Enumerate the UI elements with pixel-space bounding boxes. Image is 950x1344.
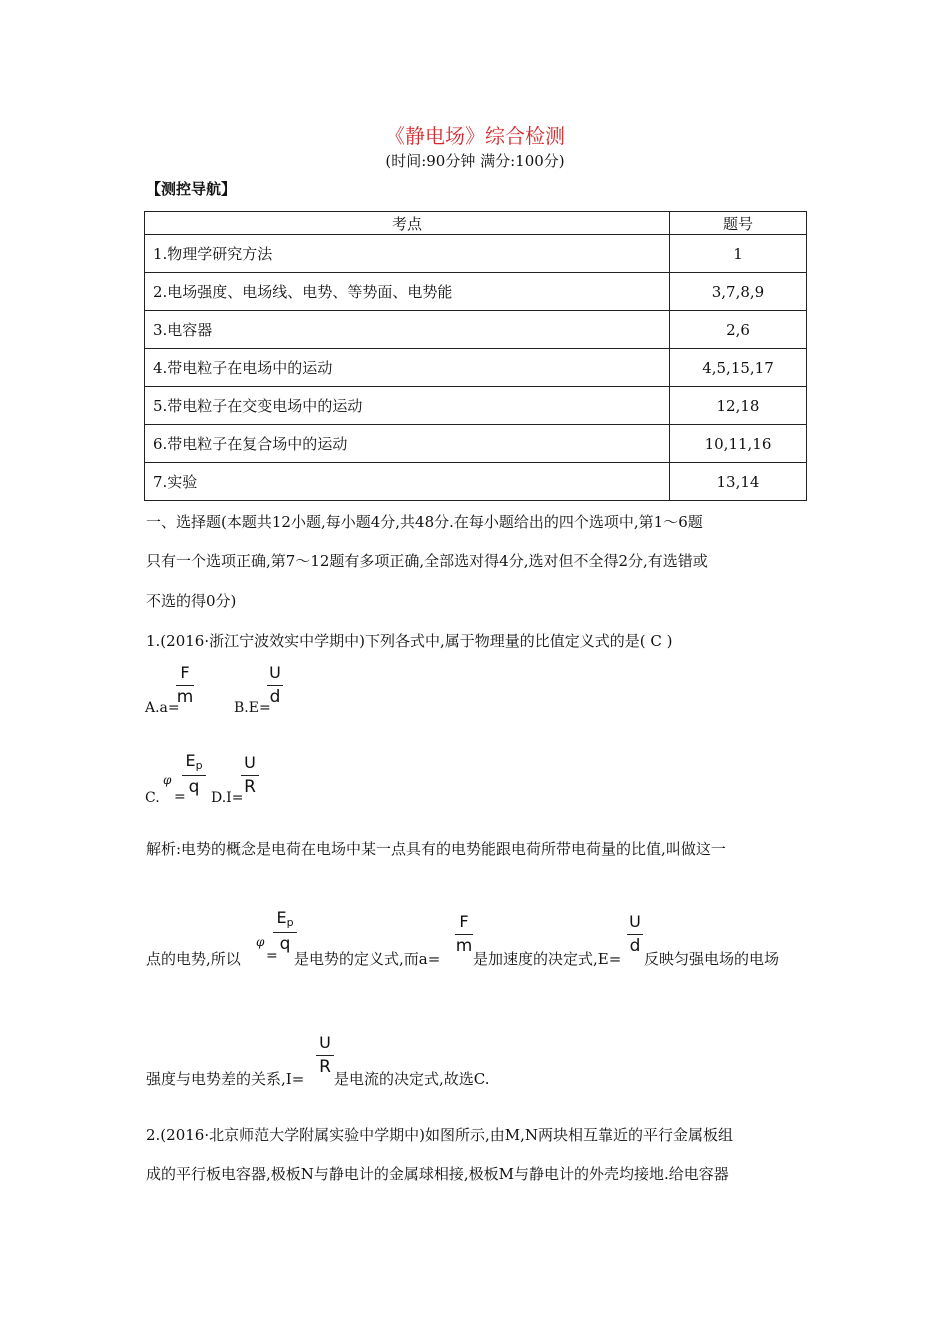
denominator-m: m — [455, 936, 473, 956]
topic-cell: 5.带电粒子在交变电场中的运动 — [145, 387, 670, 425]
numerator-ep: $E_p$ — [273, 908, 297, 933]
numerator-u: U — [267, 663, 283, 686]
table-row — [145, 349, 807, 387]
number-cell: 4,5,15,17 — [670, 349, 807, 387]
phi-symbol: φ — [163, 773, 172, 787]
fraction-f-over-m — [455, 912, 473, 956]
analysis-line2-part1: 点的电势,所以 — [146, 950, 241, 968]
fraction-u-over-d — [627, 912, 643, 956]
analysis-line3-part1: 强度与电势差的关系,I= — [146, 1070, 305, 1088]
fraction-u-over-d — [267, 663, 283, 707]
option-a-label: A.a= — [145, 700, 180, 716]
question2-line1: 2.(2016·北京师范大学附属实验中学期中)如图所示,由M,N两块相互靠近的平行金属板组 — [146, 1126, 733, 1144]
option-d-label: D.I= — [211, 790, 244, 806]
topic-cell: 6.带电粒子在复合场中的运动 — [145, 425, 670, 463]
header-question-number: 题号 — [670, 212, 807, 235]
number-cell: 3,7,8,9 — [670, 273, 807, 311]
number-cell: 1 — [670, 235, 807, 273]
fraction-ep-over-q — [182, 751, 206, 797]
fraction-u-over-r — [241, 753, 259, 797]
topic-table — [144, 211, 807, 501]
page-title: 《静电场》综合检测 — [385, 124, 565, 148]
numerator-f: F — [455, 912, 473, 935]
denominator-d: d — [269, 687, 281, 707]
analysis-line2-part4: 反映匀强电场的电场 — [644, 950, 780, 968]
analysis-line2-part3: 是加速度的决定式,E= — [473, 950, 622, 968]
question1-stem: 1.(2016·浙江宁波效实中学期中)下列各式中,属于物理量的比值定义式的是( C ) — [146, 632, 673, 650]
numerator-ep: $E_p$ — [182, 751, 206, 776]
table-row — [145, 425, 807, 463]
phi-symbol: φ — [256, 935, 265, 949]
number-cell: 13,14 — [670, 463, 807, 501]
numerator-u: U — [316, 1033, 334, 1056]
table-row — [145, 387, 807, 425]
numerator-u: U — [627, 912, 643, 935]
numerator-f: F — [176, 663, 194, 686]
section1-line2: 只有一个选项正确,第7～12题有多项正确,全部选对得4分,选对但不全得2分,有选错或 — [146, 552, 708, 570]
fraction-f-over-m — [176, 663, 194, 707]
equals-sign: = — [266, 948, 278, 964]
numerator-u: U — [241, 753, 259, 776]
table-row — [145, 235, 807, 273]
topic-cell: 4.带电粒子在电场中的运动 — [145, 349, 670, 387]
equals-sign: = — [174, 789, 186, 805]
analysis-line3-part2: 是电流的决定式,故选C. — [334, 1070, 490, 1088]
number-cell: 12,18 — [670, 387, 807, 425]
denominator-q: q — [188, 777, 200, 797]
topic-cell: 3.电容器 — [145, 311, 670, 349]
analysis-line2-part2: 是电势的定义式,而a= — [294, 950, 441, 968]
section1-line3: 不选的得0分) — [146, 592, 237, 610]
option-c-label: C. — [145, 790, 160, 806]
number-cell: 10,11,16 — [670, 425, 807, 463]
question2-line2: 成的平行板电容器,极板N与静电计的金属球相接,极板M与静电计的外壳均接地.给电容器 — [146, 1165, 729, 1183]
number-cell: 2,6 — [670, 311, 807, 349]
table-header-row — [145, 212, 807, 235]
option-b-label: B.E= — [234, 700, 271, 716]
denominator-m: m — [176, 687, 194, 707]
exam-time-score: (时间:90分钟 满分:100分) — [385, 152, 565, 170]
denominator-d: d — [629, 936, 641, 956]
table-row — [145, 463, 807, 501]
analysis-line1: 解析:电势的概念是电荷在电场中某一点具有的电势能跟电荷所带电荷量的比值,叫做这一 — [146, 840, 726, 858]
denominator-r: R — [319, 1057, 331, 1077]
topic-cell: 2.电场强度、电场线、电势、等势面、电势能 — [145, 273, 670, 311]
denominator-q: q — [279, 934, 291, 954]
table-row — [145, 311, 807, 349]
topic-cell: 1.物理学研究方法 — [145, 235, 670, 273]
fraction-u-over-r — [316, 1033, 334, 1077]
denominator-r: R — [244, 777, 256, 797]
section-heading-navigation: 【测控导航】 — [146, 180, 237, 198]
section1-line1: 一、选择题(本题共12小题,每小题4分,共48分.在每小题给出的四个选项中,第1～6题 — [146, 513, 703, 531]
table-row — [145, 273, 807, 311]
header-topic: 考点 — [145, 212, 670, 235]
topic-cell: 7.实验 — [145, 463, 670, 501]
